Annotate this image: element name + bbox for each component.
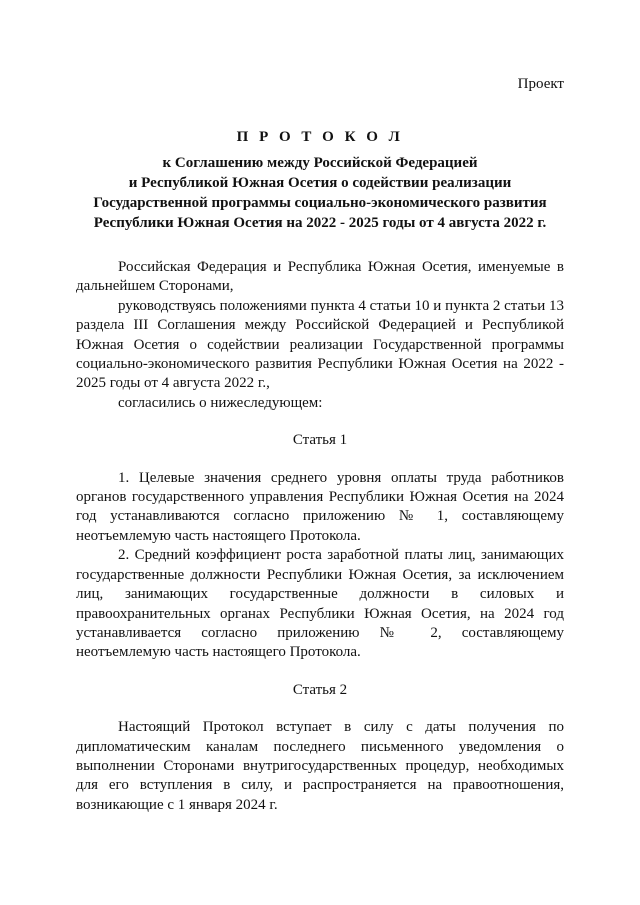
preamble-paragraph: согласились о нижеследующем: [118, 394, 323, 411]
subtitle-line: к Соглашению между Российской Федерацией [162, 155, 478, 171]
article-2-paragraph: Настоящий Протокол вступает в силу с даты получения по дипломатическим каналам последнего письменного уведомления о выполнении Сторонами внутригосударственных процедур, необходимых для его вступления в силу, и распространяется на правоотношения, возникающие с 1 января 2024 г. [76, 719, 564, 813]
article-1-paragraph: 1. Целевые значения среднего уровня оплаты труда работников органов государственного управления Республики Южная Осетия на 2024 год устанавливаются согласно приложению № 1, составляющему неотъемлемую часть настоящего Протокола. [76, 469, 564, 544]
subtitle-line: Государственной программы социально-экономического развития [93, 195, 547, 211]
article-1-paragraph: 2. Средний коэффициент роста заработной платы лиц, занимающих государственные должности Республики Южная Осетия, за исключением лиц, занимающих государственные должности в силовых и правоохранительных органах Республики Южная Осетия, на 2024 год устанавливается согласно приложению № 2, составляющему неотъемлемую часть настоящего Протокола. [76, 547, 564, 661]
preamble-paragraph: Российская Федерация и Республика Южная Осетия, именуемые в дальнейшем Сторонами, [76, 259, 564, 295]
article-1-heading: Статья 1 [292, 432, 348, 449]
preamble-paragraph: руководствуясь положениями пункта 4 статьи 10 и пункта 2 статьи 13 раздела III Соглашения между Российской Федерацией и Республикой Южная Осетия о содействии реализации Государственной программы социально-экономического развития Республики Южная Осетия на 2022 - 2025 годы от 4 августа 2022 г., [76, 297, 564, 392]
document-body [76, 258, 564, 815]
subtitle-line: и Республикой Южная Осетия о содействии реализации [128, 175, 512, 191]
subtitle-line: Республики Южная Осетия на 2022 - 2025 годы от 4 августа 2022 г. [93, 215, 547, 231]
document-header [76, 127, 564, 233]
article-2-heading: Статья 2 [292, 681, 348, 698]
document-title: П Р О Т О К О Л [236, 129, 404, 145]
draft-label: Проект [517, 76, 564, 92]
